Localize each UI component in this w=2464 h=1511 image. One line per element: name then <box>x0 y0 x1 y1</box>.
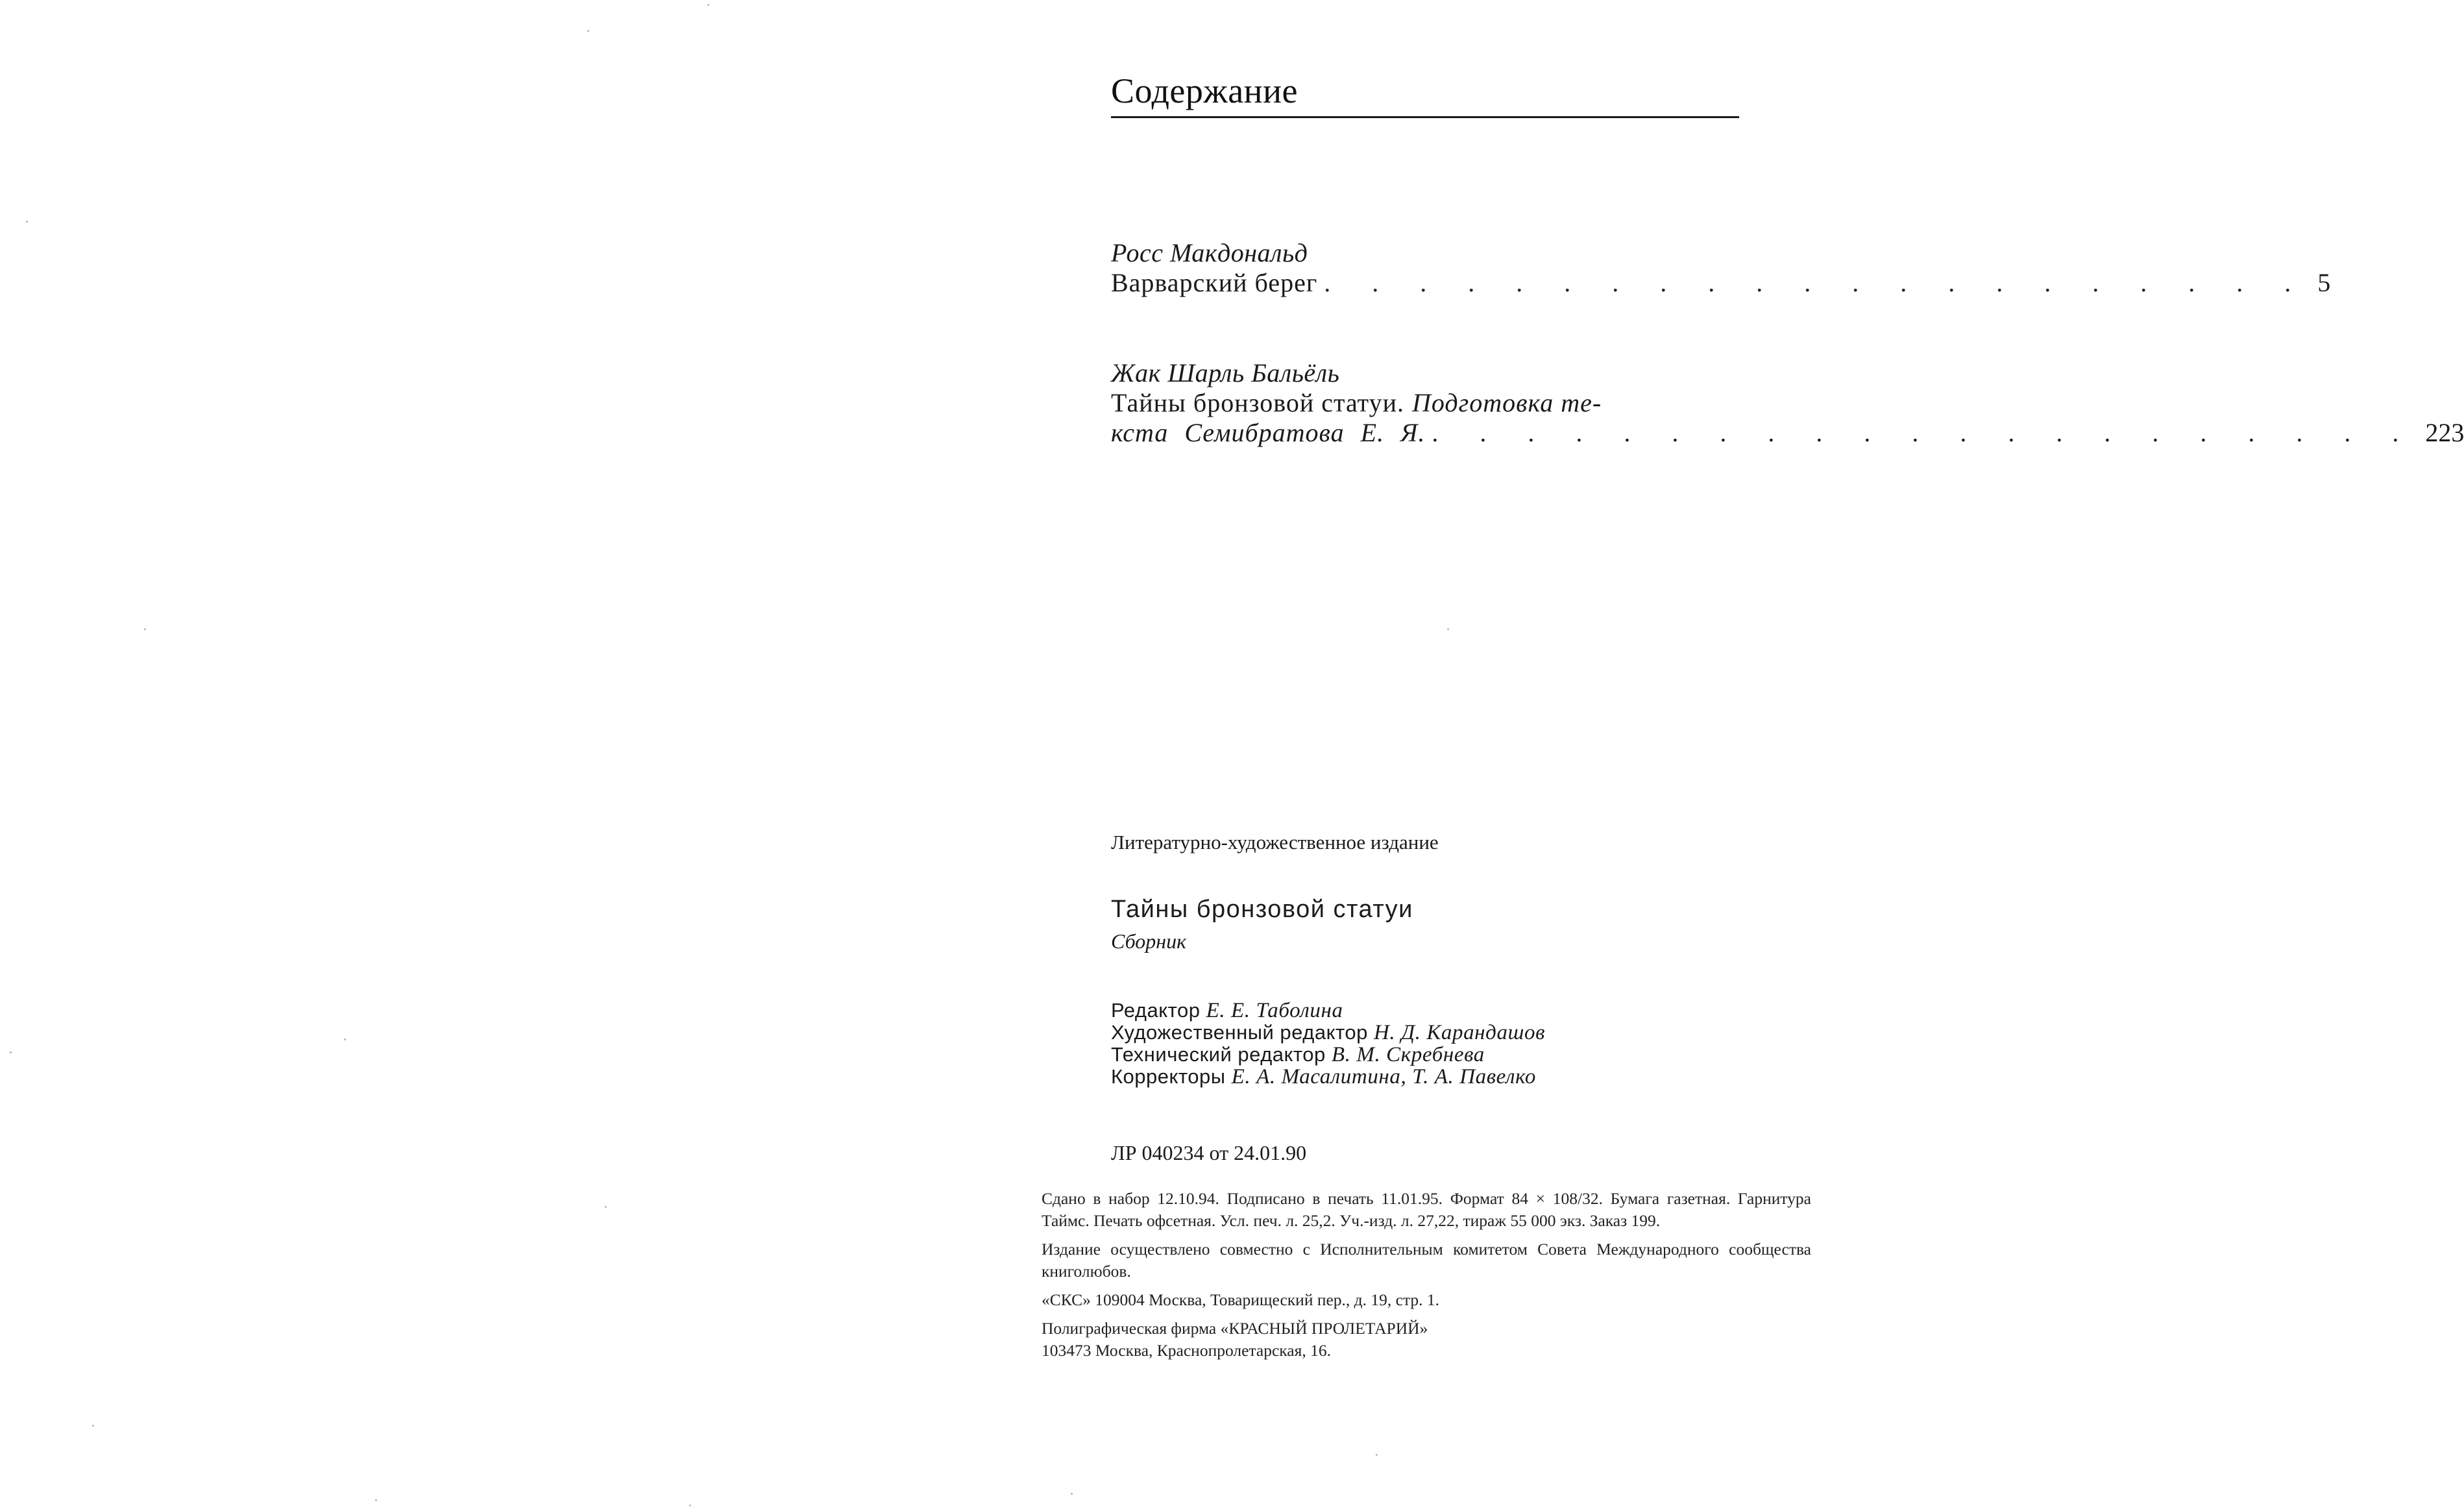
toc-entry-line <box>1111 388 1739 418</box>
toc-entry-title: Тайны бронзовой статуи. <box>1111 388 1405 417</box>
credit-role: Корректоры <box>1111 1065 1226 1088</box>
credit-name: Н. Д. Карандашов <box>1373 1021 1546 1044</box>
credit-role: Технический редактор <box>1111 1043 1326 1066</box>
toc-entry <box>1111 358 2464 448</box>
contents-title-rule <box>1111 116 1739 118</box>
toc-entry-line <box>1111 418 2464 448</box>
scan-speck <box>1376 1454 1378 1456</box>
credit-name: Е. Е. Таболина <box>1206 999 1343 1022</box>
joint-edition-note: Издание осуществлено совместно с Исполнительным комитетом Совета Международного сообщества книголюбов. <box>1042 1240 1811 1281</box>
scan-speck <box>707 4 709 6</box>
toc-entry-author: Росс Макдональд <box>1111 238 1308 267</box>
toc-entry-note: Подготовка те- <box>1412 388 1602 417</box>
toc-dot-leader: . . . . . . . . . . . . . . . . . . . . . <box>1324 268 2309 297</box>
toc-page-number: 5 <box>2317 268 2331 297</box>
scan-speck <box>26 221 28 223</box>
scan-speck <box>1447 628 1449 630</box>
toc-dot-leader: . . . . . . . . . . . . . . . . . . . . . <box>1432 418 2417 447</box>
printer-info <box>1042 1318 1811 1362</box>
credit-name: В. М. Скребнева <box>1331 1043 1485 1066</box>
scan-speck <box>375 1499 377 1501</box>
imprint-genre: Литературно-художественное издание <box>1111 831 1439 854</box>
toc-entry <box>1111 238 2331 298</box>
credit-role: Художественный редактор <box>1111 1021 1368 1044</box>
printer-address: 103473 Москва, Краснопролетарская, 16. <box>1042 1341 1331 1360</box>
scan-speck <box>10 1051 12 1053</box>
credit-line <box>1111 1066 1545 1088</box>
toc-entry-note: кста Семибратова Е. Я. <box>1111 418 1426 447</box>
credit-role: Редактор <box>1111 999 1201 1022</box>
credit-line <box>1111 1000 1545 1022</box>
credit-name: Е. А. Масалитина, Т. А. Павелко <box>1231 1065 1536 1088</box>
scan-speck <box>344 1038 346 1040</box>
toc-page-number: 223 <box>2425 418 2464 447</box>
scan-speck <box>92 1425 94 1427</box>
credit-line <box>1111 1022 1545 1044</box>
printer-name: Полиграфическая фирма «КРАСНЫЙ ПРОЛЕТАРИЙ» <box>1042 1319 1428 1338</box>
toc-entry-author: Жак Шарль Бальёль <box>1111 358 1340 387</box>
scan-speck <box>689 1505 691 1506</box>
scan-speck <box>1071 1493 1073 1495</box>
credits-list <box>1111 1000 1545 1088</box>
credit-line <box>1111 1044 1545 1066</box>
publisher-address: «СКС» 109004 Москва, Товарищеский пер., д. 19, стр. 1. <box>1042 1290 1440 1309</box>
imprint-book-title: Тайны бронзовой статуи <box>1111 896 1413 923</box>
scan-speck <box>144 628 146 630</box>
toc-entry-title: Варварский берег <box>1111 268 1318 297</box>
scan-speck <box>605 1206 607 1208</box>
contents-title: Содержание <box>1111 71 1298 110</box>
print-details: Сдано в набор 12.10.94. Подписано в печать 11.01.95. Формат 84 × 108/32. Бумага газетная. Гарнитура Таймс. Печать офсетная. Усл. печ. л. 25,2. Уч.-изд. л. 27,22, тираж 55 000 экз. Заказ 199. <box>1042 1189 1811 1230</box>
print-details-block <box>1042 1188 1811 1362</box>
imprint-subtitle: Сборник <box>1111 929 1187 953</box>
toc-entry-line <box>1111 268 2331 298</box>
license-number: ЛР 040234 от 24.01.90 <box>1111 1141 1307 1164</box>
scan-speck <box>587 30 589 32</box>
